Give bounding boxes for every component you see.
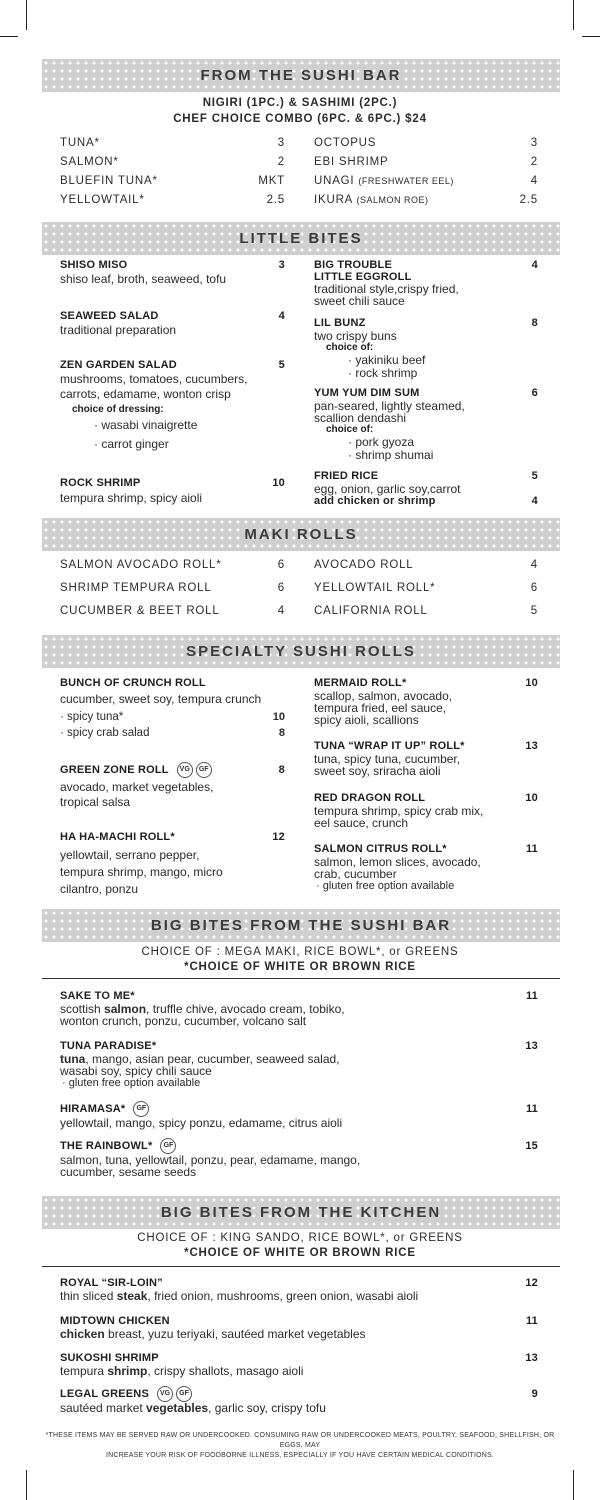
menu-item-fried-rice: FRIED RICE 5 egg, onion, garlic soy,carrot add chicken or shrimp 4 bbox=[314, 470, 538, 507]
section-header-big-bites-kitchen: BIG BITES FROM THE KITCHEN bbox=[42, 1196, 560, 1229]
menu-item-yum-yum-dim-sum: YUM YUM DIM SUM 6 pan-seared, lightly steamed, scallion dendashi choice of: · pork gyoza · shrimp shumai bbox=[314, 387, 538, 462]
crop-mark bbox=[0, 36, 18, 37]
big-kitchen-rice-subtitle: *CHOICE OF WHITE OR BROWN RICE bbox=[184, 1247, 416, 1259]
menu-item: IKURA (SALMON ROE) 2.5 bbox=[314, 194, 538, 206]
vegan-icon: VG bbox=[177, 762, 193, 778]
menu-item-the-rainbowl: THE RAINBOWL* GF 15 salmon, tuna, yellowtail, ponzu, pear, edamame, mango, cucumber, sesame seeds bbox=[60, 1140, 538, 1179]
menu-item: YELLOWTAIL* 2.5 bbox=[60, 194, 285, 206]
menu-item-mermaid-roll: MERMAID ROLL* 10 scallop, salmon, avocado, tempura fried, eel sauce, spicy aioli, scallions bbox=[314, 677, 538, 727]
menu-item: CALIFORNIA ROLL 5 bbox=[314, 605, 538, 617]
crop-mark bbox=[582, 36, 600, 37]
menu-item: AVOCADO ROLL 4 bbox=[314, 559, 538, 571]
menu-item: CUCUMBER & BEET ROLL 4 bbox=[60, 605, 285, 617]
combo-subtitle: CHEF CHOICE COMBO (6PC. & 6PC.) $24 bbox=[173, 113, 427, 125]
menu-item-tuna-paradise: TUNA PARADISE* 13 tuna, mango, asian pear, cucumber, seaweed salad, wasabi soy, spicy chili sauce · gluten free option available bbox=[60, 1040, 538, 1089]
crop-mark bbox=[573, 0, 574, 30]
menu-item: SALMON AVOCADO ROLL* 6 bbox=[60, 559, 285, 571]
section-header-maki-rolls: MAKI ROLLS bbox=[42, 518, 560, 551]
big-sushi-rice-subtitle: *CHOICE OF WHITE OR BROWN RICE bbox=[184, 961, 416, 973]
divider bbox=[42, 978, 560, 979]
crop-mark bbox=[573, 1470, 574, 1500]
menu-item: SHRIMP TEMPURA ROLL 6 bbox=[60, 582, 285, 594]
menu-item-big-trouble-eggroll: BIG TROUBLE 4 LITTLE EGGROLL traditional style,crispy fried, sweet chili sauce bbox=[314, 259, 538, 308]
nigiri-subtitle: NIGIRI (1PC.) & SASHIMI (2PC.) bbox=[202, 97, 398, 109]
menu-item: UNAGI (FRESHWATER EEL) 4 bbox=[314, 175, 538, 187]
menu-item: BLUEFIN TUNA* MKT bbox=[60, 175, 285, 187]
menu-item-seaweed-salad: SEAWEED SALAD 4 traditional preparation bbox=[60, 310, 285, 337]
menu-item: SALMON* 2 bbox=[60, 156, 285, 168]
menu-item-shiso-miso: SHISO MISO 3 shiso leaf, broth, seaweed, tofu bbox=[60, 259, 285, 286]
section-header-specialty-rolls: SPECIALTY SUSHI ROLLS bbox=[42, 635, 560, 668]
divider bbox=[42, 1266, 560, 1267]
gluten-free-icon: GF bbox=[160, 1138, 176, 1154]
menu-item-zen-garden-salad: ZEN GARDEN SALAD 5 mushrooms, tomatoes, cucumbers, carrots, edamame, wonton crisp choice of dressing: · wasabi vinaigrette · carrot ginger bbox=[60, 359, 285, 451]
section-header-little-bites: LITTLE BITES bbox=[42, 222, 560, 255]
section-header-big-bites-sushi: BIG BITES FROM THE SUSHI BAR bbox=[42, 909, 560, 942]
menu-item-sake-to-me: SAKE TO ME* 11 scottish salmon, truffle chive, avocado cream, tobiko, wonton crunch, ponzu, cucumber, volcano salt bbox=[60, 990, 538, 1028]
menu-item-ha-ha-machi-roll: HA HA-MACHI ROLL* 12 yellowtail, serrano pepper, tempura shrimp, mango, micro cilantro, ponzu bbox=[60, 831, 285, 896]
menu-item-midtown-chicken: MIDTOWN CHICKEN 11 chicken breast, yuzu teriyaki, sautéed market vegetables bbox=[60, 1315, 538, 1341]
big-sushi-choice-subtitle: CHOICE OF : MEGA MAKI, RICE BOWL*, or GREENS bbox=[141, 946, 459, 958]
menu-item-hiramasa: HIRAMASA* GF 11 yellowtail, mango, spicy ponzu, edamame, citrus aioli bbox=[60, 1103, 538, 1130]
big-kitchen-choice-subtitle: CHOICE OF : KING SANDO, RICE BOWL*, or GREENS bbox=[137, 1232, 463, 1244]
section-header-sushi-bar: FROM THE SUSHI BAR bbox=[42, 59, 560, 92]
menu-item: YELLOWTAIL ROLL* 6 bbox=[314, 582, 538, 594]
vegan-icon: VG bbox=[157, 1386, 173, 1402]
menu-item-royal-sir-loin: ROYAL “SIR-LOIN” 12 thin sliced steak, fried onion, mushrooms, green onion, wasabi aioli bbox=[60, 1277, 538, 1303]
crop-mark bbox=[26, 0, 27, 30]
gluten-free-icon: GF bbox=[176, 1386, 192, 1402]
menu-item: OCTOPUS 3 bbox=[314, 137, 538, 149]
menu-item-salmon-citrus-roll: SALMON CITRUS ROLL* 11 salmon, lemon slices, avocado, crab, cucumber · gluten free option available bbox=[314, 843, 538, 892]
menu-item-red-dragon-roll: RED DRAGON ROLL 10 tempura shrimp, spicy crab mix, eel sauce, crunch bbox=[314, 792, 538, 830]
menu-item-legal-greens: LEGAL GREENS VG GF 9 sautéed market vegetables, garlic soy, crispy tofu bbox=[60, 1388, 538, 1415]
menu-item-bunch-of-crunch: BUNCH OF CRUNCH ROLL cucumber, sweet soy, tempura crunch · spicy tuna* 10 · spicy crab salad 8 bbox=[60, 677, 285, 739]
crop-mark bbox=[26, 1470, 27, 1500]
menu-item-wrap-it-up-roll: TUNA “WRAP IT UP” ROLL* 13 tuna, spicy tuna, cucumber, sweet soy, sriracha aioli bbox=[314, 740, 538, 778]
menu-item: EBI SHRIMP 2 bbox=[314, 156, 538, 168]
menu-item-lil-bunz: LIL BUNZ 8 two crispy buns choice of: · yakiniku beef · rock shrimp bbox=[314, 317, 538, 380]
menu-item: TUNA* 3 bbox=[60, 137, 285, 149]
gluten-free-icon: GF bbox=[133, 1101, 149, 1117]
gluten-free-icon: GF bbox=[196, 762, 212, 778]
menu-item-sukoshi-shrimp: SUKOSHI SHRIMP 13 tempura shrimp, crispy shallots, masago aioli bbox=[60, 1352, 538, 1378]
raw-food-disclaimer: *THESE ITEMS MAY BE SERVED RAW OR UNDERCOOKED. CONSUMING RAW OR UNDERCOOKED MEATS, POULTRY, SEAFOOD, SHELLFISH, OR EGGS, MAY INCREASE YOUR RISK OF FOODBORNE ILLNESS, ESPECIALLY IF YOU HAVE CERTAIN MEDICAL CONDITIONS. bbox=[45, 1432, 555, 1459]
menu-item-green-zone-roll: GREEN ZONE ROLL VG GF 8 avocado, market vegetables, tropical salsa bbox=[60, 764, 285, 809]
menu-item-rock-shrimp: ROCK SHRIMP 10 tempura shrimp, spicy aioli bbox=[60, 477, 285, 505]
